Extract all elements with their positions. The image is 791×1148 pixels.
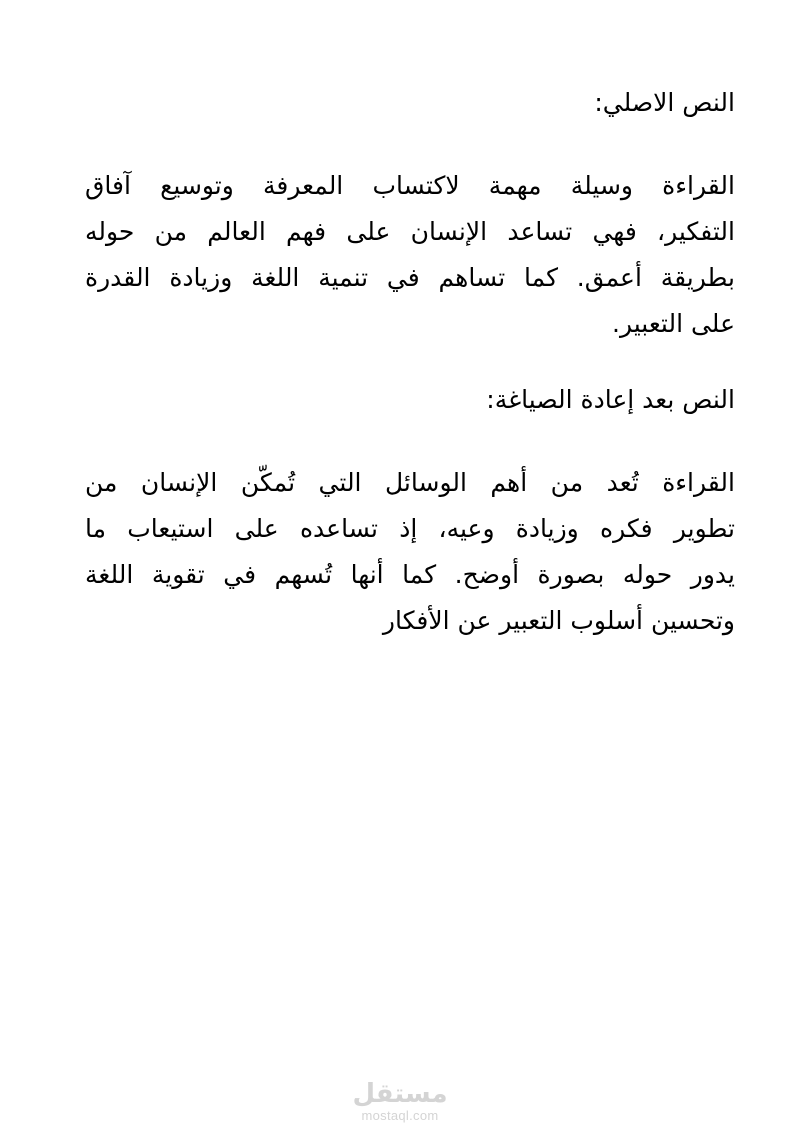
original-text-heading: النص الاصلي:	[594, 88, 735, 117]
paragraph-line: القراءة وسيلة مهمة لاكتساب المعرفة وتوسيع آفاق	[85, 171, 735, 200]
paragraph-line: على التعبير.	[612, 309, 735, 338]
paragraph-line: وتحسين أسلوب التعبير عن الأفكار	[382, 606, 735, 635]
original-text-paragraph	[85, 163, 735, 347]
paragraph-line: بطريقة أعمق. كما تساهم في تنمية اللغة وزيادة القدرة	[85, 263, 735, 292]
rephrased-text-paragraph	[85, 460, 735, 644]
rephrased-text-heading: النص بعد إعادة الصياغة:	[486, 385, 735, 414]
paragraph-line: يدور حوله بصورة أوضح. كما أنها تُسهم في تقوية اللغة	[85, 560, 735, 589]
paragraph-line: التفكير، فهي تساعد الإنسان على فهم العالم من حوله	[85, 217, 735, 246]
paragraph-line: القراءة تُعد من أهم الوسائل التي تُمكّن الإنسان من	[85, 468, 735, 497]
mostaql-watermark	[345, 1080, 455, 1124]
watermark-logo-text: مستقل	[352, 1079, 448, 1109]
paragraph-line: تطوير فكره وزيادة وعيه، إذ تساعده على استيعاب ما	[85, 514, 735, 543]
watermark-domain: mostaql.com	[361, 1108, 439, 1123]
